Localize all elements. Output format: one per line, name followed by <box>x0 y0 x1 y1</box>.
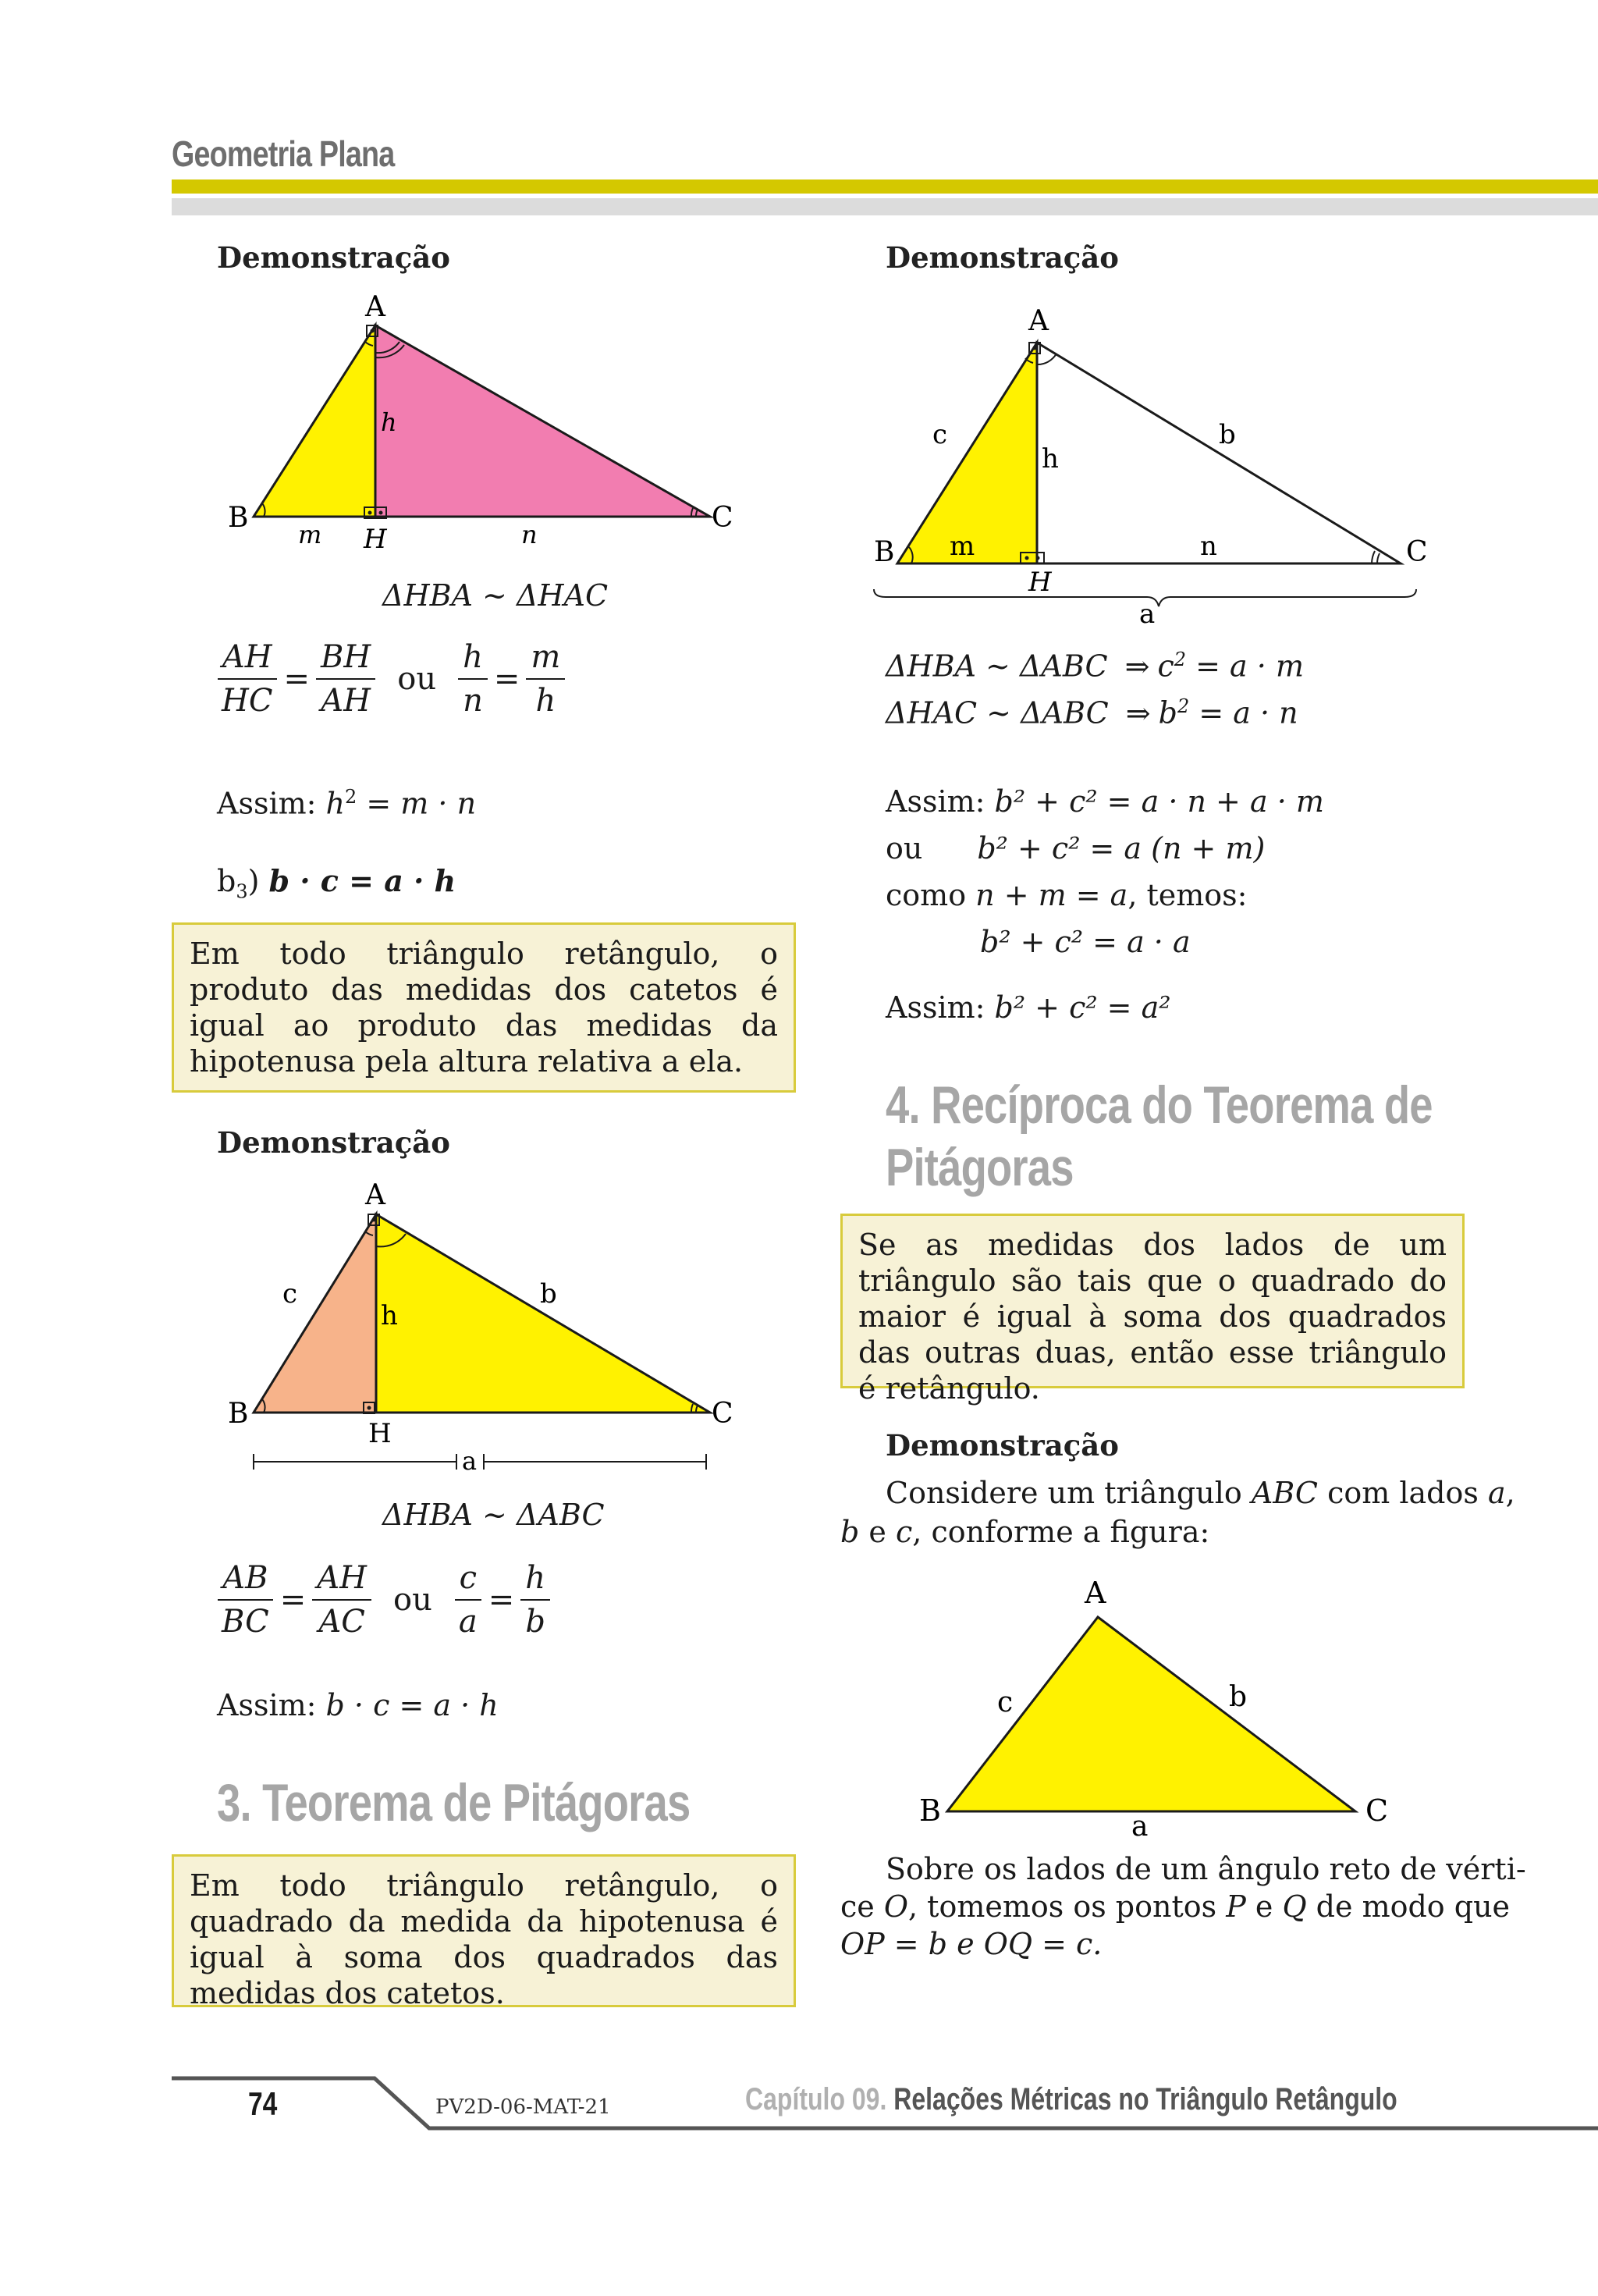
vertex-label-b: B <box>919 1793 941 1828</box>
header-bar-accent <box>172 179 1598 194</box>
triangle-hba <box>254 325 375 517</box>
vertex-label-a: A <box>1085 1576 1106 1610</box>
right-demo2-heading: Demonstração <box>886 1428 1119 1463</box>
side-label-a: a <box>462 1446 478 1476</box>
figure-triangle-abc-pitagoras <box>866 300 1459 644</box>
left-assim-1: Assim: $h^2 = m \cdot n$ <box>217 786 477 821</box>
footer-code: PV2D-06-MAT-21 <box>435 2095 611 2119</box>
figure-triangle-hba-abc <box>218 1175 765 1487</box>
triangle-hac-white <box>1037 343 1401 563</box>
vertex-label-h: H <box>364 524 387 555</box>
left-demo1-heading: Demonstração <box>217 240 450 275</box>
vertex-label-c: C <box>712 1398 733 1430</box>
right-sim-2: ΔHAC ~ ΔABC ⇒ $b^2 = a \cdot n$ <box>886 695 1298 730</box>
theorem-box-catetos: Em todo triângulo retângulo, o produto das medidas dos catetos é igual ao produto das medidas da hipotenusa pela altura relativa a ela. <box>172 922 796 1093</box>
vertex-label-b: B <box>228 502 249 534</box>
side-label-a: a <box>1139 599 1156 630</box>
vertex-label-c: C <box>1406 536 1428 568</box>
side-label-b: b <box>1219 419 1236 450</box>
vertex-label-a: A <box>365 1179 385 1211</box>
right-demo2-p1-line1: Considere um triângulo ABC com lados a, <box>886 1476 1515 1510</box>
side-label-c: c <box>997 1686 1014 1718</box>
theorem-box-pitagoras: Em todo triângulo retângulo, o quadrado da medida da hipotenusa é igual à soma dos quadrados das medidas dos catetos. <box>172 1854 796 2007</box>
right-demo2-p2-line1: Sobre os lados de um ângulo reto de vérti- <box>886 1852 1526 1886</box>
right-demo-heading: Demonstração <box>886 240 1119 275</box>
segment-label-m: m <box>950 531 975 562</box>
vertex-label-h: H <box>1028 567 1052 598</box>
right-line-1: Assim: b² + c² = a · n + a · m <box>886 784 1324 819</box>
left-proportion-2: $\frac{AB}{BC}$ = $\frac{AH}{AC}$ ou $\frac{c}{a}$ = $\frac{h}{b}$ <box>217 1557 550 1643</box>
left-demo2-heading: Demonstração <box>217 1125 450 1160</box>
vertex-label-c: C <box>1365 1793 1389 1828</box>
height-label: h <box>381 1300 398 1331</box>
left-proportion-1: $\frac{AH}{HC}$ = $\frac{BH}{AH}$ ou $\frac{h}{n}$ = $\frac{m}{h}$ <box>217 636 565 722</box>
vertex-label-b: B <box>228 1398 249 1430</box>
vertex-label-c: C <box>712 502 733 534</box>
left-similarity-2: ΔHBA ~ ΔABC <box>382 1498 605 1532</box>
right-line-4: b² + c² = a · a <box>980 925 1191 959</box>
segment-label-n: n <box>1200 531 1217 562</box>
section-title-reciproca: 4. Recíproca do Teorema de Pitágoras <box>886 1075 1433 1197</box>
segment-label-m: m <box>298 520 322 549</box>
footer-page-number: 74 <box>248 2085 278 2122</box>
footer-chapter: Capítulo 09. Relações Métricas no Triângulo Retângulo <box>745 2082 1397 2117</box>
header-title: Geometria Plana <box>172 133 395 174</box>
vertex-label-h: H <box>368 1418 392 1449</box>
right-demo2-p1-line2: b e c, conforme a figura: <box>840 1515 1210 1549</box>
right-line-2: ou b² + c² = a (n + m) <box>886 831 1266 865</box>
triangle-hac-yellow <box>376 1214 710 1413</box>
right-demo2-p2-line2: ce O, tomemos os pontos P e Q de modo que <box>840 1889 1511 1924</box>
vertex-label-a: A <box>365 291 385 323</box>
left-assim-2: Assim: b · c = a · h <box>217 1688 499 1722</box>
section-title-pitagoras: 3. Teorema de Pitágoras <box>217 1773 691 1832</box>
height-label: h <box>381 407 397 437</box>
left-similarity-1: ΔHBA ~ ΔHAC <box>382 578 609 613</box>
right-demo2-p2-line3: OP = b e OQ = c. <box>840 1927 1103 1961</box>
triangle-hac <box>375 325 710 517</box>
left-b3-heading: $b_3$) b · c = a · h <box>217 863 456 903</box>
height-label: h <box>1042 443 1059 474</box>
header-bar-grey <box>172 198 1598 215</box>
vertex-label-a: A <box>1028 305 1049 337</box>
figure-triangle-abc-reciproca <box>905 1569 1412 1842</box>
side-label-a: a <box>1131 1811 1149 1842</box>
side-label-b: b <box>1229 1681 1248 1713</box>
side-label-b: b <box>540 1278 557 1310</box>
figure-triangle-hba-hac <box>218 289 765 562</box>
segment-label-n: n <box>521 520 538 549</box>
side-label-c: c <box>932 419 948 450</box>
right-line-5: Assim: b² + c² = a² <box>886 990 1171 1025</box>
vertex-label-b: B <box>874 536 895 568</box>
right-sim-1: ΔHBA ~ ΔABC ⇒ $c^2 = a \cdot m$ <box>886 649 1304 684</box>
side-label-c: c <box>282 1278 298 1310</box>
triangle-hba-salmon <box>254 1214 376 1413</box>
theorem-box-reciproca: Se as medidas dos lados de um triângulo são tais que o quadrado do maior é igual à soma dos quadrados das outras duas, então esse triângulo é retângulo. <box>840 1214 1465 1388</box>
right-line-3: como n + m = a, temos: <box>886 878 1248 912</box>
